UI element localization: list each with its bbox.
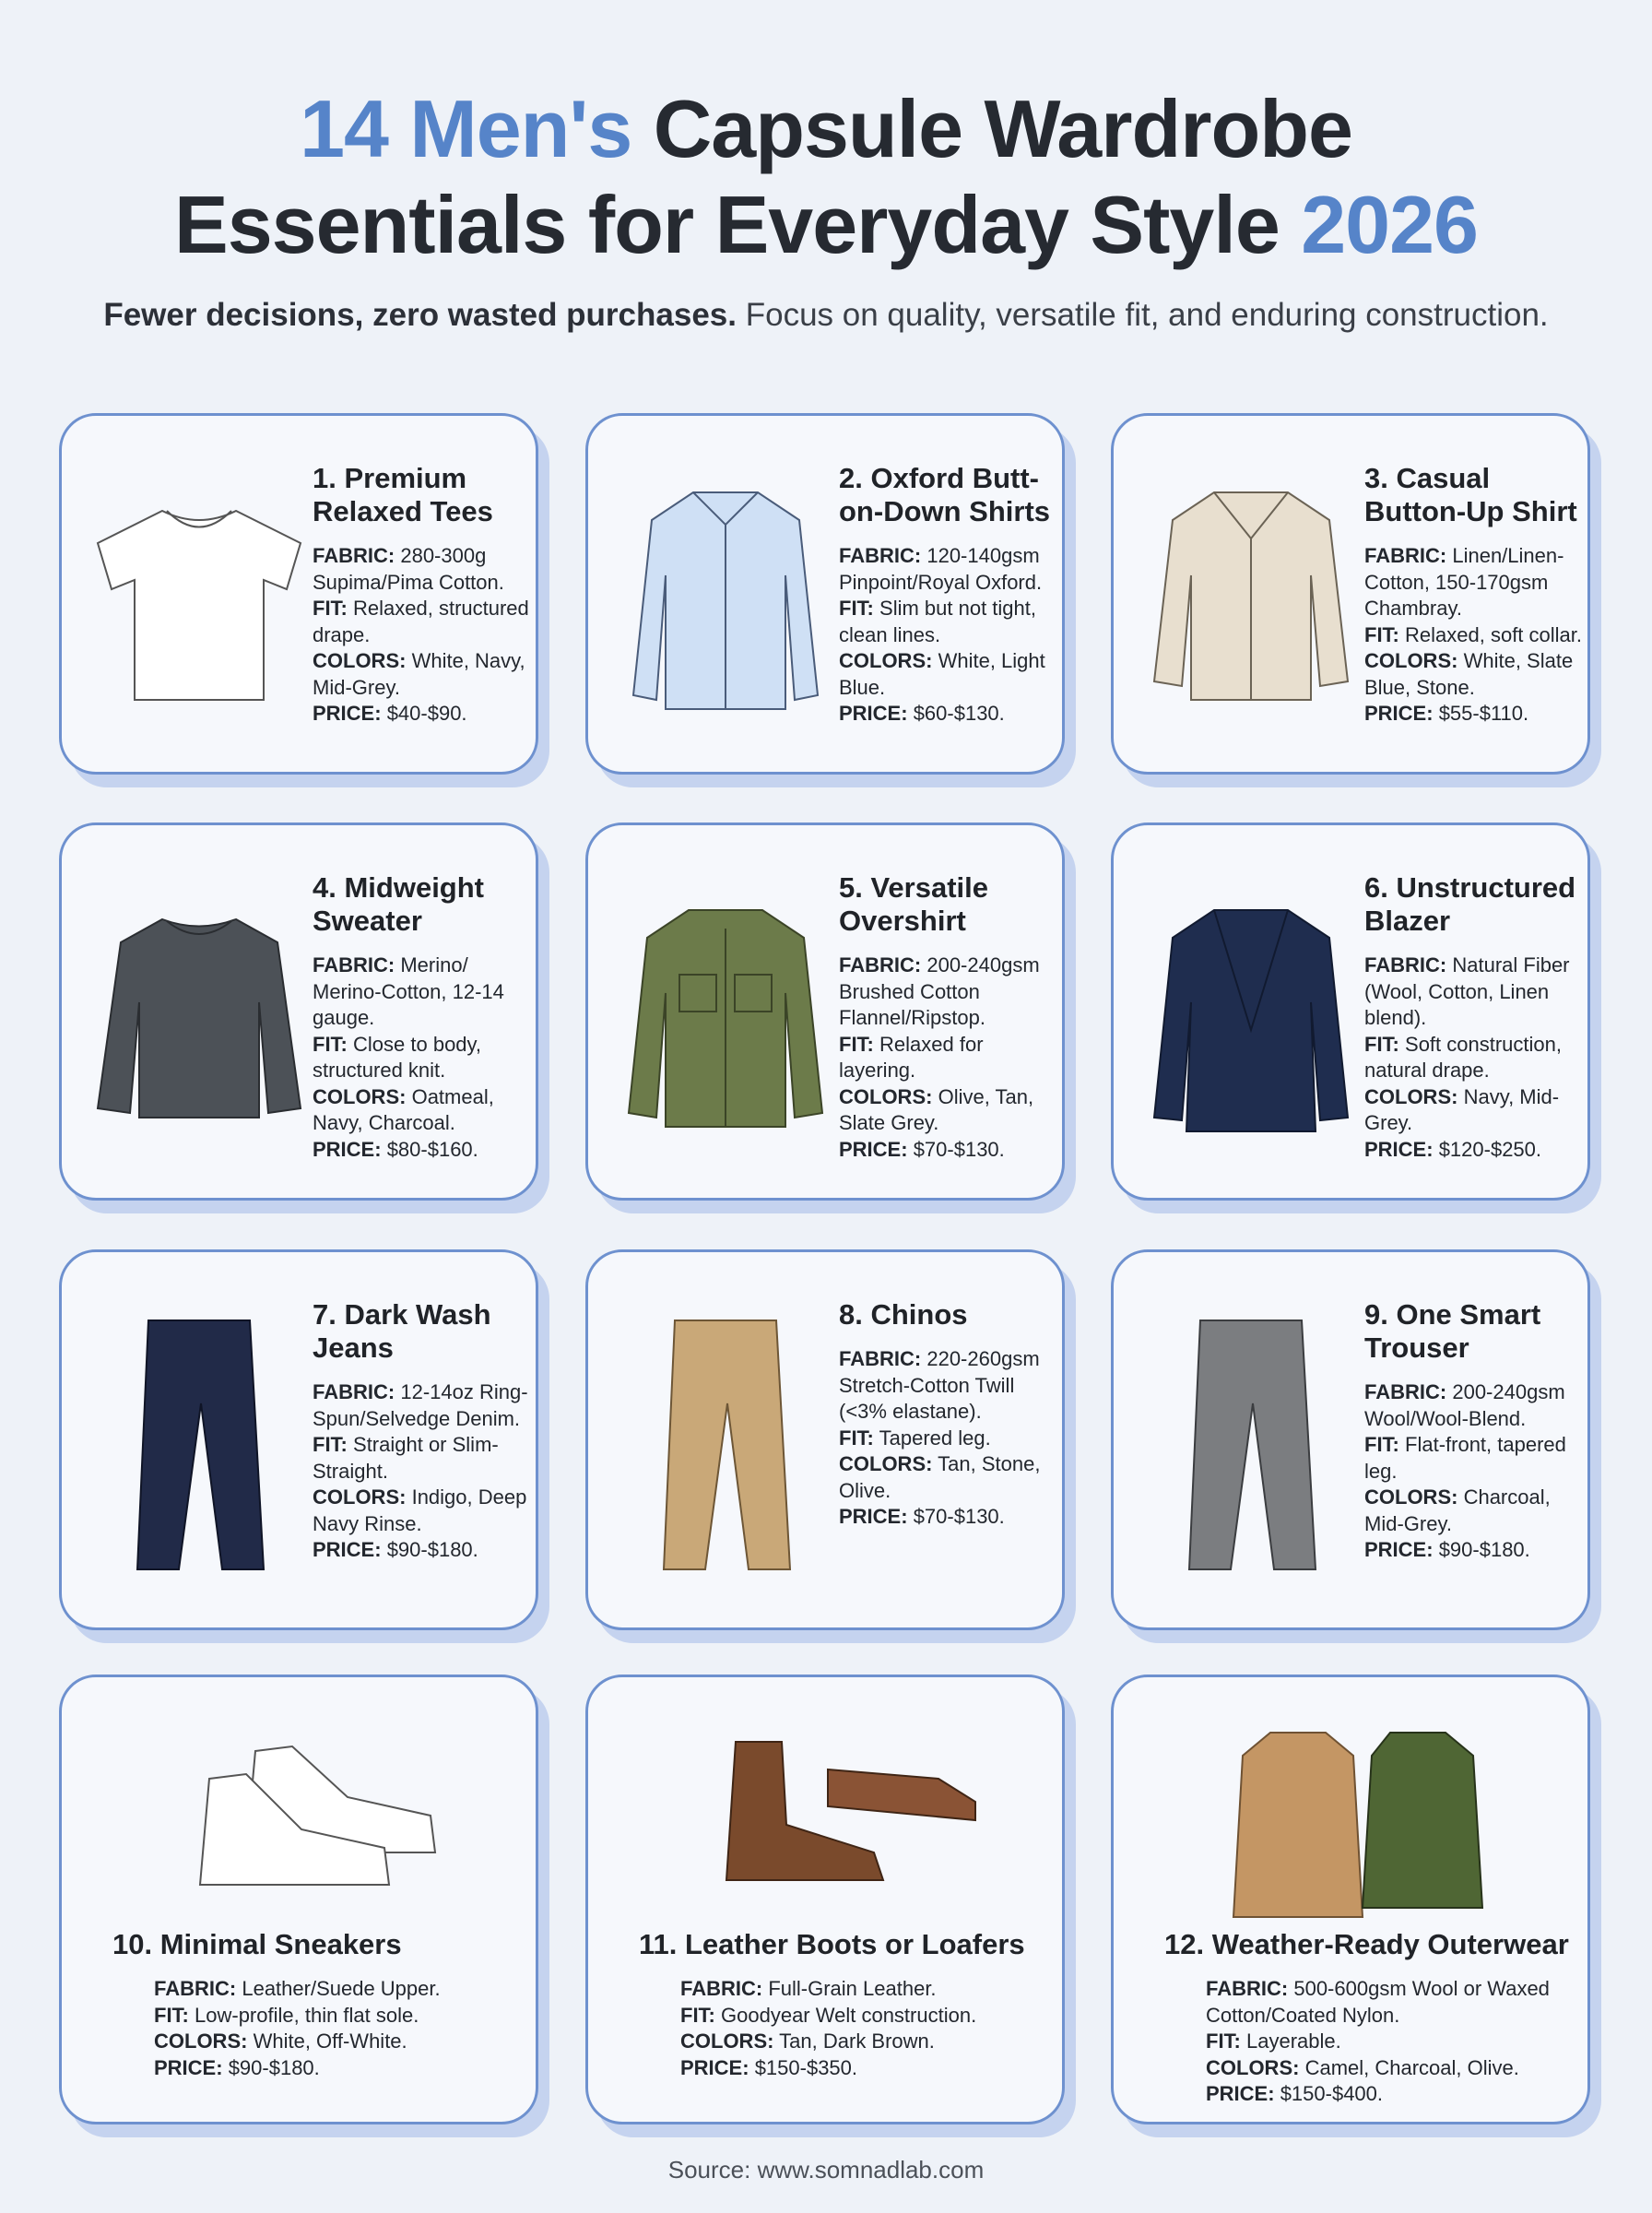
- price-row: PRICE: $150-$400.: [1206, 2082, 1384, 2105]
- card-sneakers: [59, 1675, 538, 2124]
- fabric-row: FABRIC: 200-240gsm Wool/Wool-Blend.: [1364, 1380, 1565, 1430]
- fabric-row: FABRIC: 12-14oz Ring-Spun/Selvedge Denim.: [313, 1380, 528, 1430]
- fit-row: FIT: Goodyear Welt construction.: [680, 2003, 977, 2027]
- trouser-icon: [1127, 1302, 1375, 1579]
- subtitle-bold: Fewer decisions, zero wasted purchases.: [103, 297, 737, 333]
- page-title: [0, 81, 1652, 273]
- fit-row: FIT: Relaxed, soft collar.: [1364, 622, 1582, 646]
- card-boots-loafers: [585, 1675, 1065, 2124]
- card-title: 4. Midweight Sweater: [313, 871, 484, 937]
- card-info: [313, 1298, 534, 1564]
- card-blazer: [1111, 822, 1590, 1201]
- fabric-row: FABRIC: Natural Fiber (Wool, Cotton, Linen blend).: [1364, 953, 1570, 1029]
- fabric-row: FABRIC: 220-260gsm Stretch-Cotton Twill (<3% elastane).: [839, 1347, 1040, 1423]
- card-title: 6. Unstructured Blazer: [1364, 871, 1576, 937]
- fabric-row: FABRIC: Merino/ Merino-Cotton, 12-14 gauge.: [313, 953, 504, 1029]
- price-row: PRICE: $70-$130.: [839, 1137, 1005, 1161]
- sneakers-icon: [117, 1714, 486, 1926]
- colors-row: COLORS: Tan, Dark Brown.: [680, 2030, 935, 2053]
- title-line2: Essentials for Everyday Style: [174, 179, 1280, 270]
- fit-row: FIT: Slim but not tight, clean lines.: [839, 597, 1036, 646]
- fit-row: FIT: Soft construction, natural drape.: [1364, 1032, 1562, 1082]
- sweater-icon: [75, 873, 324, 1150]
- colors-row: COLORS: Navy, Mid-Grey.: [1364, 1084, 1560, 1134]
- oxford-shirt-icon: [601, 456, 850, 732]
- overshirt-icon: [601, 873, 850, 1150]
- price-row: PRICE: $90-$180.: [154, 2055, 320, 2079]
- card-title: 10. Minimal Sneakers: [112, 1928, 402, 1960]
- boots-loafers-icon: [643, 1714, 1012, 1926]
- card-outerwear: [1111, 1675, 1590, 2124]
- card-title: 2. Oxford Butt-on-Down Shirts: [839, 462, 1051, 527]
- card-title: 12. Weather-Ready Outerwear: [1164, 1928, 1569, 1960]
- colors-row: COLORS: Charcoal, Mid-Grey.: [1364, 1485, 1551, 1535]
- fabric-row: FABRIC: 200-240gsm Brushed Cotton Flannel/Ripstop.: [839, 953, 1040, 1029]
- colors-row: COLORS: Indigo, Deep Navy Rinse.: [313, 1485, 527, 1535]
- fit-row: FIT: Tapered leg.: [839, 1426, 991, 1450]
- card-title: 1. Premium Relaxed Tees: [313, 462, 493, 527]
- fit-row: FIT: Relaxed for layering.: [839, 1032, 984, 1082]
- card-trouser: [1111, 1249, 1590, 1630]
- card-sweater: [59, 822, 538, 1201]
- chinos-icon: [601, 1302, 850, 1579]
- fabric-row: FABRIC: 280-300g Supima/Pima Cotton.: [313, 544, 504, 594]
- card-info: [1164, 1928, 1584, 2108]
- card-chinos: [585, 1249, 1065, 1630]
- card-title: 8. Chinos: [839, 1298, 968, 1331]
- price-row: PRICE: $90-$180.: [313, 1538, 478, 1561]
- card-info: [839, 462, 1060, 728]
- price-row: PRICE: $55-$110.: [1364, 702, 1529, 725]
- fit-row: FIT: Straight or Slim-Straight.: [313, 1433, 499, 1483]
- card-title: 5. Versatile Overshirt: [839, 871, 989, 937]
- card-info: [112, 1928, 532, 2081]
- card-info: [839, 871, 1060, 1163]
- card-oxford: [585, 413, 1065, 775]
- subtitle: [0, 297, 1652, 334]
- colors-row: COLORS: White, Light Blue.: [839, 649, 1045, 699]
- colors-row: COLORS: White, Slate Blue, Stone.: [1364, 649, 1574, 699]
- fabric-row: FABRIC: Linen/Linen-Cotton, 150-170gsm Chambray.: [1364, 544, 1564, 620]
- card-jeans: [59, 1249, 538, 1630]
- outerwear-icon: [1169, 1714, 1538, 1926]
- card-title: 11. Leather Boots or Loafers: [639, 1928, 1025, 1960]
- fit-row: FIT: Low-profile, thin flat sole.: [154, 2003, 419, 2027]
- price-row: PRICE: $60-$130.: [839, 702, 1005, 725]
- card-info: [1364, 871, 1586, 1163]
- fabric-row: FABRIC: Full-Grain Leather.: [680, 1977, 937, 2000]
- card-title: 7. Dark Wash Jeans: [313, 1298, 491, 1364]
- blazer-icon: [1127, 873, 1375, 1150]
- card-info: [639, 1928, 1058, 2081]
- fit-row: FIT: Relaxed, structured drape.: [313, 597, 529, 646]
- price-row: PRICE: $70-$130.: [839, 1505, 1005, 1528]
- colors-row: COLORS: White, Navy, Mid-Grey.: [313, 649, 525, 699]
- title-line1: Capsule Wardrobe: [653, 83, 1352, 174]
- colors-row: COLORS: White, Off-White.: [154, 2030, 407, 2053]
- fit-row: FIT: Close to body, structured knit.: [313, 1032, 482, 1082]
- fit-row: FIT: Layerable.: [1206, 2030, 1341, 2053]
- colors-row: COLORS: Oatmeal, Navy, Charcoal.: [313, 1084, 494, 1134]
- source-credit: Source: www.somnadlab.com: [667, 2156, 985, 2183]
- card-overshirt: [585, 822, 1065, 1201]
- fit-row: FIT: Flat-front, tapered leg.: [1364, 1433, 1566, 1483]
- price-row: PRICE: $90-$180.: [1364, 1538, 1530, 1561]
- fabric-row: FABRIC: 120-140gsm Pinpoint/Royal Oxford.: [839, 544, 1043, 594]
- card-title: 9. One Smart Trouser: [1364, 1298, 1541, 1364]
- card-tees: [59, 413, 538, 775]
- subtitle-rest: Focus on quality, versatile fit, and enduring construction.: [745, 297, 1549, 333]
- fabric-row: FABRIC: Leather/Suede Upper.: [154, 1977, 441, 2000]
- price-row: PRICE: $150-$350.: [680, 2055, 858, 2079]
- colors-row: COLORS: Olive, Tan, Slate Grey.: [839, 1084, 1034, 1134]
- card-casual-shirt: [1111, 413, 1590, 775]
- price-row: PRICE: $120-$250.: [1364, 1137, 1542, 1161]
- card-info: [1364, 462, 1586, 728]
- card-info: [313, 871, 534, 1163]
- card-title: 3. Casual Button-Up Shirt: [1364, 462, 1577, 527]
- casual-shirt-icon: [1127, 456, 1375, 732]
- card-info: [839, 1298, 1060, 1531]
- t-shirt-icon: [75, 456, 324, 732]
- title-accent: 14 Men's: [300, 83, 632, 174]
- jeans-icon: [75, 1302, 324, 1579]
- title-year: 2026: [1301, 179, 1478, 270]
- price-row: PRICE: $40-$90.: [313, 702, 467, 725]
- colors-row: COLORS: Camel, Charcoal, Olive.: [1206, 2055, 1519, 2079]
- card-info: [313, 462, 534, 728]
- colors-row: COLORS: Tan, Stone, Olive.: [839, 1452, 1041, 1502]
- fabric-row: FABRIC: 500-600gsm Wool or Waxed Cotton/Coated Nylon.: [1206, 1977, 1550, 2027]
- price-row: PRICE: $80-$160.: [313, 1137, 478, 1161]
- card-info: [1364, 1298, 1586, 1564]
